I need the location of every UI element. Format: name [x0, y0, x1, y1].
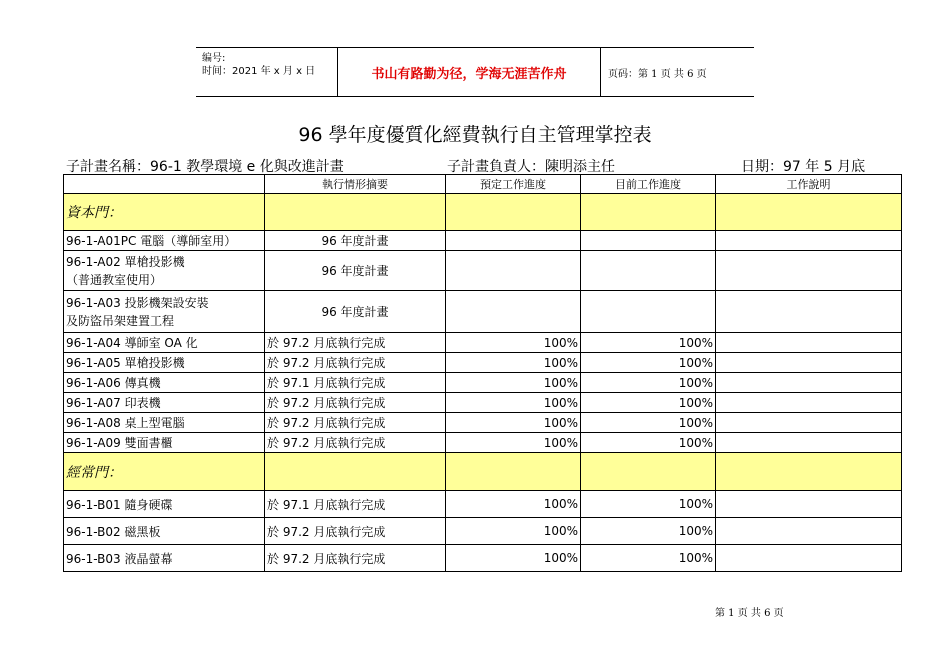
section-name: 資本門：	[64, 194, 265, 231]
note-cell	[716, 393, 902, 413]
note-cell	[716, 373, 902, 393]
subplan-owner: 子計畫負責人：陳明添主任	[447, 159, 615, 175]
note-cell	[716, 518, 902, 545]
note-cell	[716, 545, 902, 572]
summary-cell: 於 97.2 月底執行完成	[265, 333, 446, 353]
summary-cell: 於 97.2 月底執行完成	[265, 545, 446, 572]
item-cell: 96-1-B03 液晶螢幕	[64, 545, 265, 572]
summary-cell: 96 年度計畫	[265, 231, 446, 251]
column-header: 工作說明	[716, 175, 902, 194]
note-cell	[716, 353, 902, 373]
planned-cell: 100%	[446, 393, 581, 413]
item-cell: 96-1-A06 傳真機	[64, 373, 265, 393]
note-cell	[716, 251, 902, 291]
summary-cell: 於 97.2 月底執行完成	[265, 518, 446, 545]
item-line-1: 96-1-A03 投影機架設安裝	[66, 295, 209, 310]
note-cell	[716, 333, 902, 353]
section-row-recurring	[64, 453, 902, 491]
current-cell	[581, 291, 716, 333]
table-row	[64, 231, 902, 251]
table-row	[64, 413, 902, 433]
report-date: 日期：97 年 5 月底	[741, 159, 866, 175]
planned-cell: 100%	[446, 545, 581, 572]
page-footer: 第 1 页 共 6 页	[715, 608, 784, 619]
planned-cell: 100%	[446, 353, 581, 373]
current-cell: 100%	[581, 353, 716, 373]
summary-cell: 於 97.1 月底執行完成	[265, 491, 446, 518]
note-cell	[716, 291, 902, 333]
note-cell	[716, 413, 902, 433]
planned-cell: 100%	[446, 413, 581, 433]
table-row	[64, 518, 902, 545]
table-row	[64, 433, 902, 453]
section-row-capital	[64, 194, 902, 231]
planned-cell: 100%	[446, 333, 581, 353]
planned-cell	[446, 231, 581, 251]
current-cell: 100%	[581, 373, 716, 393]
item-line-2: （普通教室使用）	[66, 272, 163, 287]
column-header: 預定工作進度	[446, 175, 581, 194]
table-row	[64, 353, 902, 373]
planned-cell: 100%	[446, 373, 581, 393]
column-header	[64, 175, 265, 194]
planned-cell: 100%	[446, 433, 581, 453]
item-cell: 96-1-A07 印表機	[64, 393, 265, 413]
note-cell	[716, 491, 902, 518]
note-cell	[716, 433, 902, 453]
item-cell	[64, 291, 265, 333]
note-cell	[716, 231, 902, 251]
planned-cell: 100%	[446, 491, 581, 518]
summary-cell: 於 97.1 月底執行完成	[265, 373, 446, 393]
current-cell: 100%	[581, 433, 716, 453]
document-header	[196, 47, 754, 97]
time-text: 时间：2021 年 x 月 x 日	[202, 66, 316, 77]
current-cell: 100%	[581, 518, 716, 545]
current-cell: 100%	[581, 491, 716, 518]
table-header-row	[64, 175, 902, 194]
table-row	[64, 491, 902, 518]
item-cell: 96-1-A09 雙面書櫃	[64, 433, 265, 453]
column-header: 執行情形摘要	[265, 175, 446, 194]
subplan-name: 子計畫名稱：96-1 教學環境 e 化與改進計畫	[66, 159, 344, 175]
summary-cell: 於 97.2 月底執行完成	[265, 393, 446, 413]
item-cell: 96-1-A01PC 電腦（導師室用）	[64, 231, 265, 251]
control-table	[63, 174, 902, 572]
item-cell: 96-1-A05 單槍投影機	[64, 353, 265, 373]
item-line-1: 96-1-A02 單槍投影機	[66, 254, 185, 269]
item-cell	[64, 251, 265, 291]
summary-cell: 於 97.2 月底執行完成	[265, 433, 446, 453]
current-cell	[581, 251, 716, 291]
item-cell: 96-1-A04 導師室 OA 化	[64, 333, 265, 353]
current-cell: 100%	[581, 545, 716, 572]
item-cell: 96-1-B01 隨身硬碟	[64, 491, 265, 518]
item-line-2: 及防盜吊架建置工程	[66, 313, 175, 328]
current-cell: 100%	[581, 393, 716, 413]
table-row	[64, 393, 902, 413]
header-page-info: 页码：第 1 页 共 6 页	[608, 68, 707, 80]
table-row	[64, 373, 902, 393]
section-name: 經常門：	[64, 453, 265, 491]
summary-cell: 於 97.2 月底執行完成	[265, 353, 446, 373]
summary-cell: 96 年度計畫	[265, 251, 446, 291]
current-cell: 100%	[581, 413, 716, 433]
summary-cell: 於 97.2 月底執行完成	[265, 413, 446, 433]
serial-label: 编号:	[202, 53, 226, 64]
planned-cell: 100%	[446, 518, 581, 545]
table-row	[64, 545, 902, 572]
header-info-cell	[196, 48, 338, 96]
table-row	[64, 251, 902, 291]
item-cell: 96-1-B02 磁黑板	[64, 518, 265, 545]
current-cell	[581, 231, 716, 251]
summary-cell: 96 年度計畫	[265, 291, 446, 333]
planned-cell	[446, 251, 581, 291]
planned-cell	[446, 291, 581, 333]
column-header: 目前工作進度	[581, 175, 716, 194]
item-cell: 96-1-A08 桌上型電腦	[64, 413, 265, 433]
motto-text: 书山有路勤为径，学海无涯苦作舟	[338, 48, 601, 96]
page-title: 96 學年度優質化經費執行自主管理掌控表	[298, 124, 652, 146]
current-cell: 100%	[581, 333, 716, 353]
table-row	[64, 291, 902, 333]
table-row	[64, 333, 902, 353]
